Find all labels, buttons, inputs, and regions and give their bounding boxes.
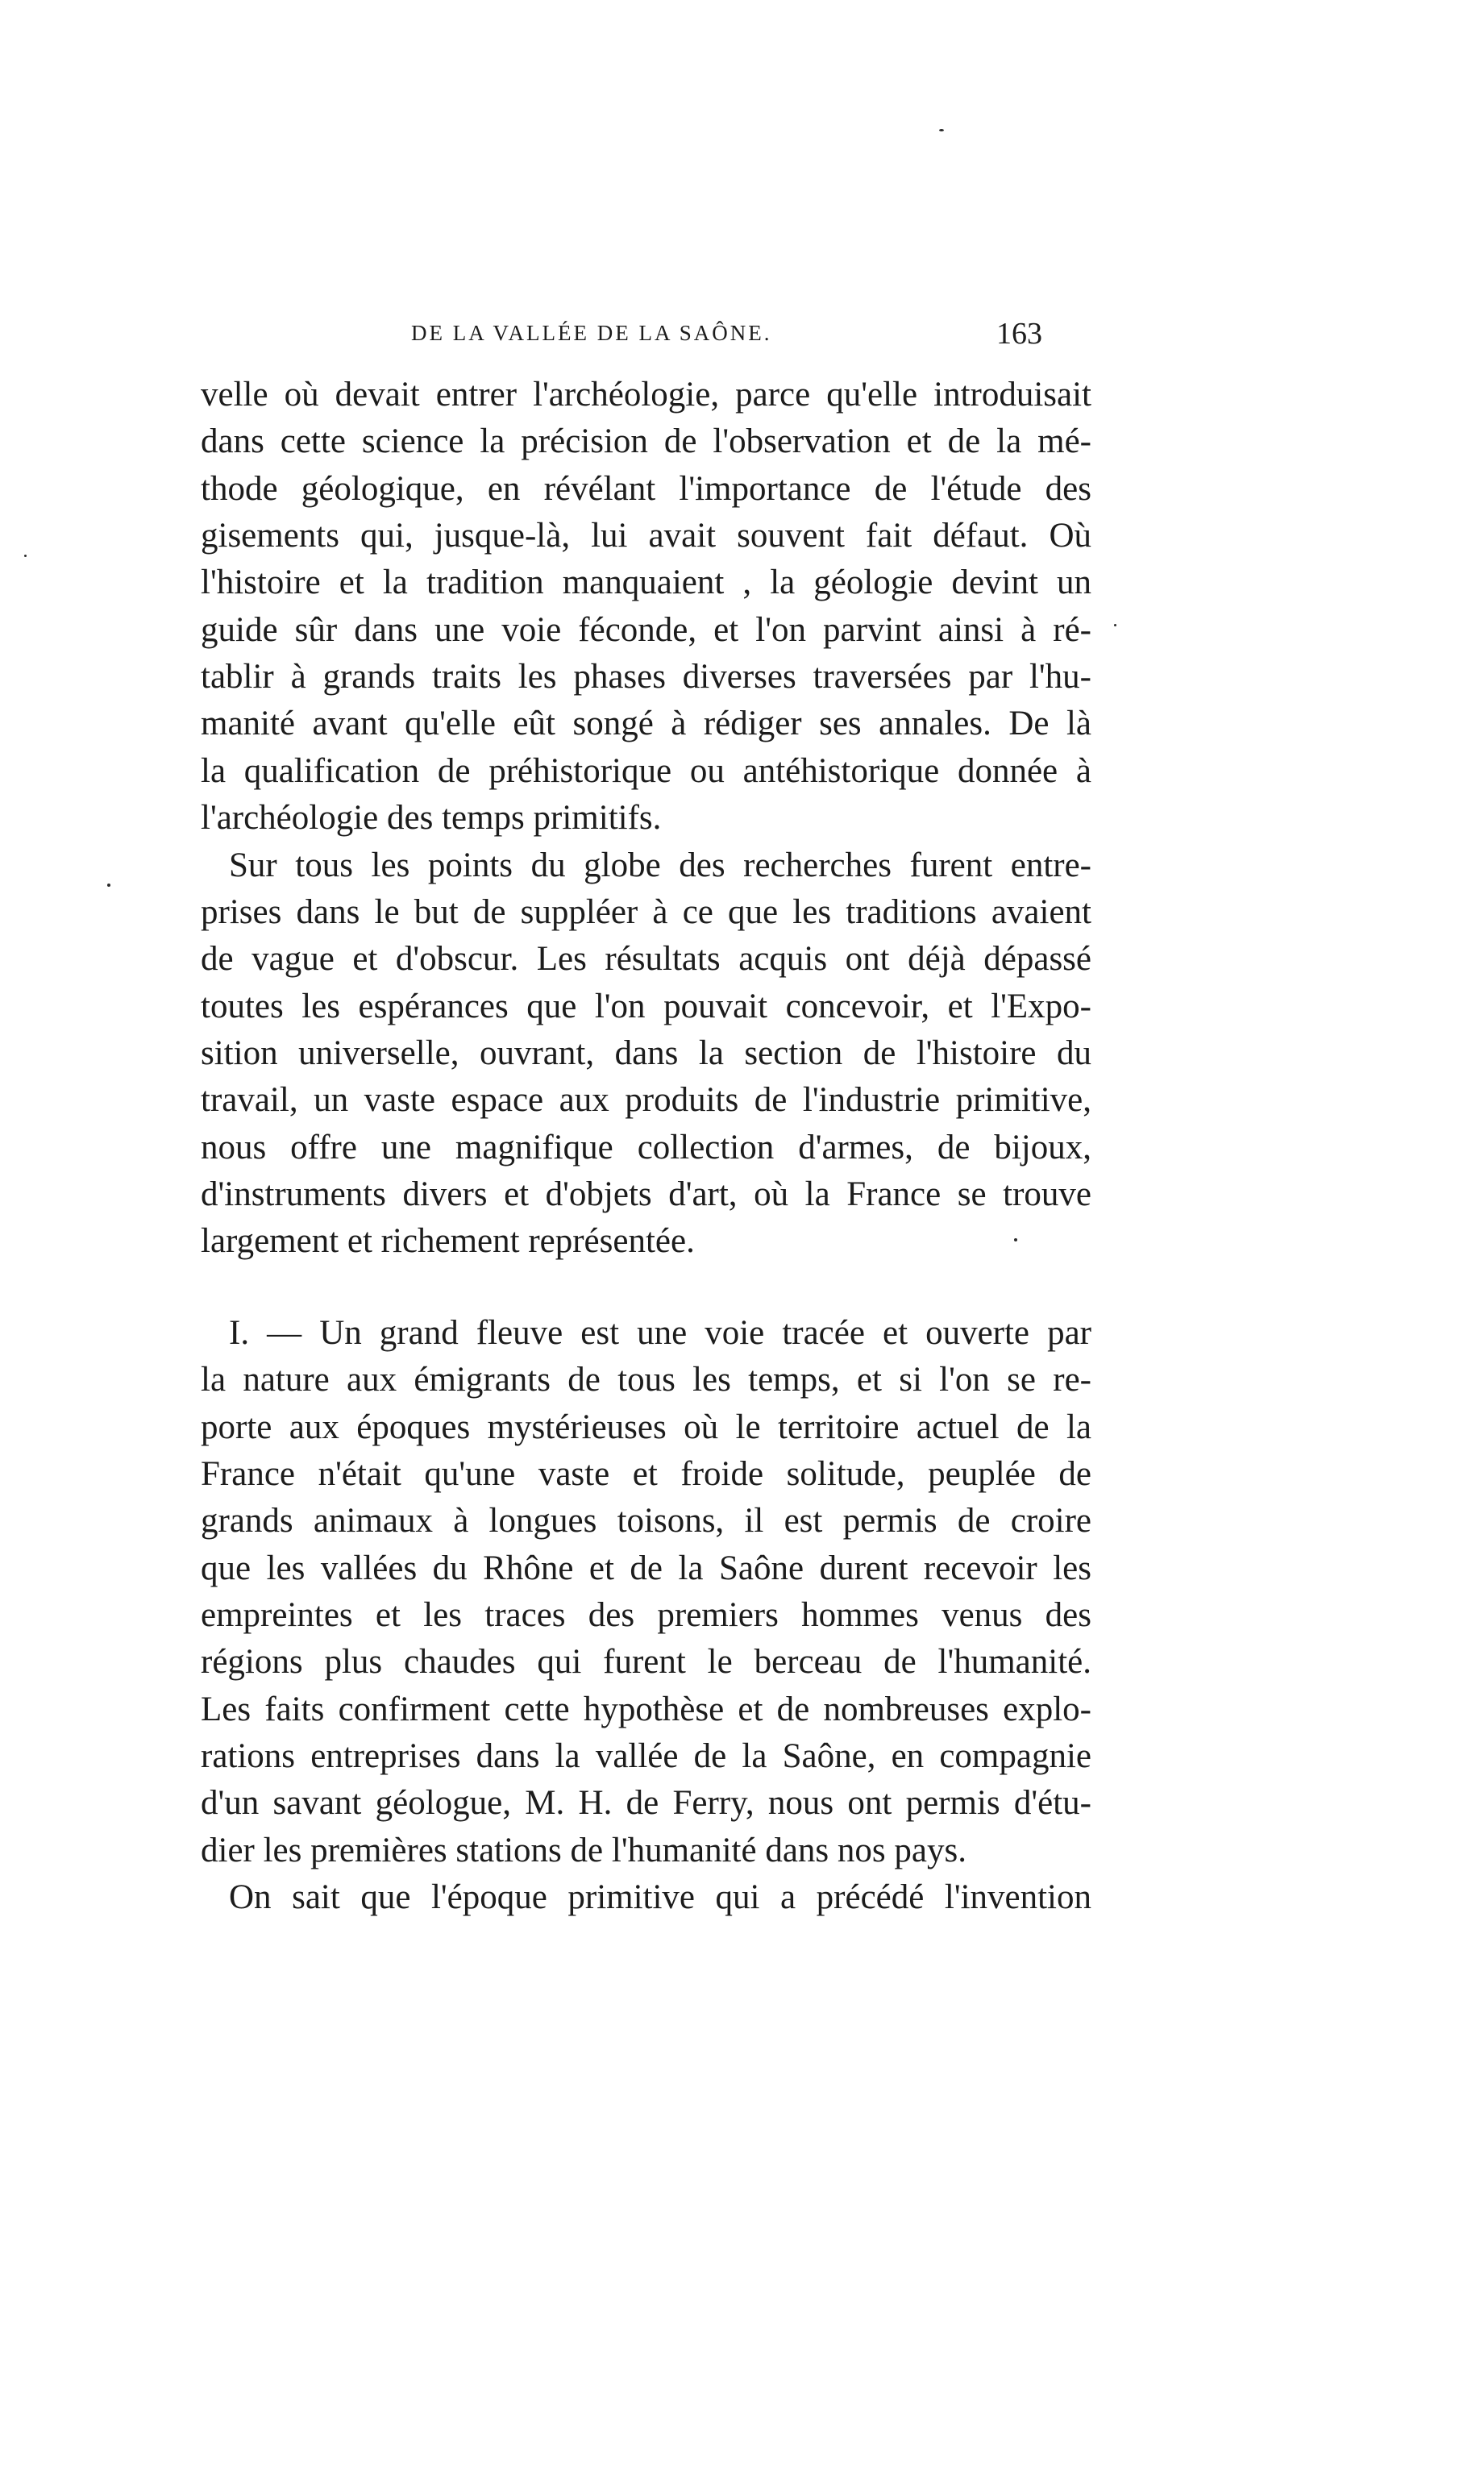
page-number: 163 <box>996 317 1042 351</box>
text-line: toutes les espérances que l'on pouvait concevoir, et l'Expo- <box>201 988 1091 1025</box>
text-line: l'archéologie des temps primitifs. <box>201 799 662 837</box>
text-line: guide sûr dans une voie féconde, et l'on parvint ainsi à ré- <box>201 611 1091 649</box>
text-line: thode géologique, en révélant l'importance de l'étude des <box>201 470 1091 508</box>
scan-speck <box>107 884 110 887</box>
text-line: régions plus chaudes qui furent le berceau de l'humanité. <box>201 1643 1091 1681</box>
text-line: Sur tous les points du globe des recherches furent entre- <box>229 846 1091 884</box>
text-line: gisements qui, jusque-là, lui avait souvent fait défaut. Où <box>201 517 1091 555</box>
text-line: prises dans le but de suppléer à ce que les traditions avaient <box>201 893 1091 931</box>
text-line: France n'était qu'une vaste et froide solitude, peuplée de <box>201 1455 1091 1493</box>
text-line: la nature aux émigrants de tous les temps, et si l'on se re- <box>201 1361 1091 1399</box>
text-line: sition universelle, ouvrant, dans la section de l'histoire du <box>201 1034 1091 1072</box>
text-line: dier les premières stations de l'humanité dans nos pays. <box>201 1832 966 1869</box>
scan-speck <box>1014 1238 1017 1241</box>
text-line: empreintes et les traces des premiers hommes venus des <box>201 1596 1091 1634</box>
text-line: rations entreprises dans la vallée de la Saône, en compagnie <box>201 1737 1091 1775</box>
text-line: largement et richement représentée. <box>201 1222 695 1260</box>
text-line: travail, un vaste espace aux produits de l'industrie primitive, <box>201 1081 1091 1119</box>
text-line: I. — Un grand fleuve est une voie tracée et ouverte par <box>229 1314 1091 1352</box>
text-line: la qualification de préhistorique ou antéhistorique donnée à <box>201 752 1091 790</box>
text-line: velle où devait entrer l'archéologie, parce qu'elle introduisait <box>201 376 1091 414</box>
scan-speck <box>24 555 27 557</box>
text-line: dans cette science la précision de l'observation et de la mé- <box>201 422 1091 460</box>
text-line: nous offre une magnifique collection d'armes, de bijoux, <box>201 1129 1091 1166</box>
text-line: l'histoire et la tradition manquaient , la géologie devint un <box>201 563 1091 601</box>
text-line: que les vallées du Rhône et de la Saône durent recevoir les <box>201 1549 1091 1587</box>
text-line: de vague et d'obscur. Les résultats acquis ont déjà dépassé <box>201 940 1091 978</box>
text-line: Les faits confirment cette hypothèse et de nombreuses explo- <box>201 1690 1091 1728</box>
text-line: porte aux époques mystérieuses où le territoire actuel de la <box>201 1408 1091 1446</box>
text-line: On sait que l'époque primitive qui a précédé l'invention <box>229 1878 1091 1916</box>
text-line: tablir à grands traits les phases diverses traversées par l'hu- <box>201 658 1091 696</box>
scan-speck <box>939 129 944 131</box>
text-line: d'un savant géologue, M. H. de Ferry, nous ont permis d'étu- <box>201 1784 1091 1822</box>
running-head: DE LA VALLÉE DE LA SAÔNE. <box>411 321 772 345</box>
scan-speck <box>1114 624 1116 626</box>
text-line: d'instruments divers et d'objets d'art, où la France se trouve <box>201 1175 1091 1213</box>
text-line: manité avant qu'elle eût songé à rédiger ses annales. De là <box>201 705 1091 742</box>
text-line: grands animaux à longues toisons, il est permis de croire <box>201 1502 1091 1540</box>
